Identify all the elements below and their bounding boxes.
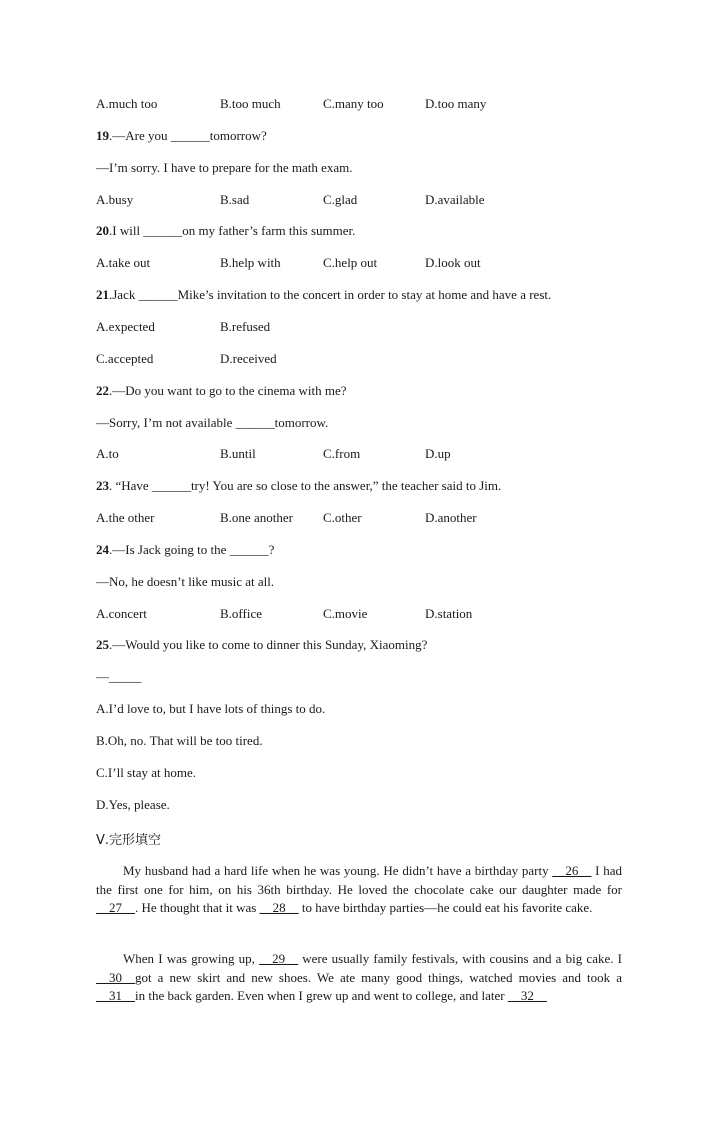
- blank-32: __32__: [507, 988, 547, 1003]
- q22-reply: —Sorry, I’m not available ______tomorrow.: [96, 415, 329, 430]
- q23-number: 23: [96, 478, 109, 493]
- q25-option-d: D.Yes, please.: [96, 797, 170, 812]
- q20-stem: [96, 223, 355, 239]
- passage-text: I had the first one for him, on his 36th birthday. He loved the chocolate cake our daughter made for: [96, 863, 622, 897]
- q19-number: 19: [96, 128, 109, 143]
- q19-option-d: D.available: [425, 192, 485, 207]
- q19-option-b: B.sad: [220, 192, 250, 207]
- q24-option-c: C.movie: [323, 606, 368, 621]
- q20-text: .I will ______on my father’s farm this summer.: [109, 223, 356, 238]
- q21-option-b: B.refused: [220, 319, 271, 334]
- passage-paragraph-1: [96, 862, 622, 918]
- section-title: Ⅴ.完形填空: [96, 833, 162, 848]
- passage-text: in the back garden. Even when I grew up and went to college, and later: [135, 988, 508, 1003]
- q22-option-a: A.to: [96, 446, 119, 461]
- q25-number: 25: [96, 637, 109, 652]
- passage-text: My husband had a hard life when he was young. He didn’t have a birthday party: [123, 863, 553, 878]
- q19-reply: —I’m sorry. I have to prepare for the math exam.: [96, 160, 353, 175]
- blank-31: __31__: [96, 988, 135, 1003]
- q25-option-b: B.Oh, no. That will be too tired.: [96, 733, 263, 748]
- blank-28: __28__: [259, 900, 299, 915]
- passage-text: were usually family festivals, with cousins and a big cake. I: [298, 951, 622, 966]
- q18-option-c: C.many too: [323, 96, 384, 111]
- q25-text: .—Would you like to come to dinner this Sunday, Xiaoming?: [109, 637, 428, 652]
- q24-number: 24: [96, 542, 109, 557]
- q19-option-c: C.glad: [323, 192, 358, 207]
- q25-option-c: C.I’ll stay at home.: [96, 765, 197, 780]
- q18-option-d: D.too many: [425, 96, 487, 111]
- q20-option-a: A.take out: [96, 255, 151, 270]
- q21-text: .Jack ______Mike’s invitation to the concert in order to stay at home and have a rest.: [109, 287, 552, 302]
- blank-30: __30__: [96, 969, 135, 985]
- q18-option-b: B.too much: [220, 96, 281, 111]
- q18-option-a: A.much too: [96, 96, 158, 111]
- q20-option-c: C.help out: [323, 255, 378, 270]
- q23-text: . “Have ______try! You are so close to the answer,” the teacher said to Jim.: [109, 478, 502, 493]
- q22-number: 22: [96, 383, 109, 398]
- q19-text: .—Are you ______tomorrow?: [109, 128, 267, 143]
- q19-option-a: A.busy: [96, 192, 134, 207]
- blank-29: __29__: [259, 951, 299, 966]
- q24-text: .—Is Jack going to the ______?: [109, 542, 275, 557]
- q21-option-c: C.accepted: [96, 351, 154, 366]
- q22-stem: [96, 383, 347, 399]
- q21-option-d: D.received: [220, 351, 277, 366]
- blank-26: __26__: [552, 863, 592, 878]
- q22-text: .—Do you want to go to the cinema with me?: [109, 383, 347, 398]
- blank-27: __27__: [96, 900, 135, 915]
- q23-option-b: B.one another: [220, 510, 293, 525]
- q20-option-d: D.look out: [425, 255, 481, 270]
- q21-number: 21: [96, 287, 109, 302]
- q23-stem: [96, 478, 501, 494]
- q19-stem: [96, 128, 267, 144]
- q23-option-c: C.other: [323, 510, 362, 525]
- q24-reply: —No, he doesn’t like music at all.: [96, 574, 275, 589]
- q22-option-c: C.from: [323, 446, 361, 461]
- q23-option-d: D.another: [425, 510, 477, 525]
- q20-number: 20: [96, 223, 109, 238]
- q22-option-d: D.up: [425, 446, 451, 461]
- passage-paragraph-2: [96, 950, 622, 1006]
- q23-option-a: A.the other: [96, 510, 155, 525]
- q24-stem: [96, 542, 274, 558]
- passage-text: When I was growing up,: [123, 951, 260, 966]
- q25-reply: —_____: [96, 669, 142, 684]
- q20-option-b: B.help with: [220, 255, 281, 270]
- passage-text: . He thought that it was: [135, 900, 260, 915]
- passage-text: to have birthday parties—he could eat his favorite cake.: [298, 900, 593, 915]
- passage-text: got a new skirt and new shoes. We ate many good things, watched movies and took a: [135, 969, 622, 985]
- q21-option-a: A.expected: [96, 319, 155, 334]
- q24-option-d: D.station: [425, 606, 473, 621]
- q21-stem: [96, 287, 551, 303]
- q24-option-a: A.concert: [96, 606, 147, 621]
- q24-option-b: B.office: [220, 606, 262, 621]
- q22-option-b: B.until: [220, 446, 256, 461]
- q25-stem: [96, 637, 427, 653]
- q25-option-a: A.I’d love to, but I have lots of things to do.: [96, 701, 326, 716]
